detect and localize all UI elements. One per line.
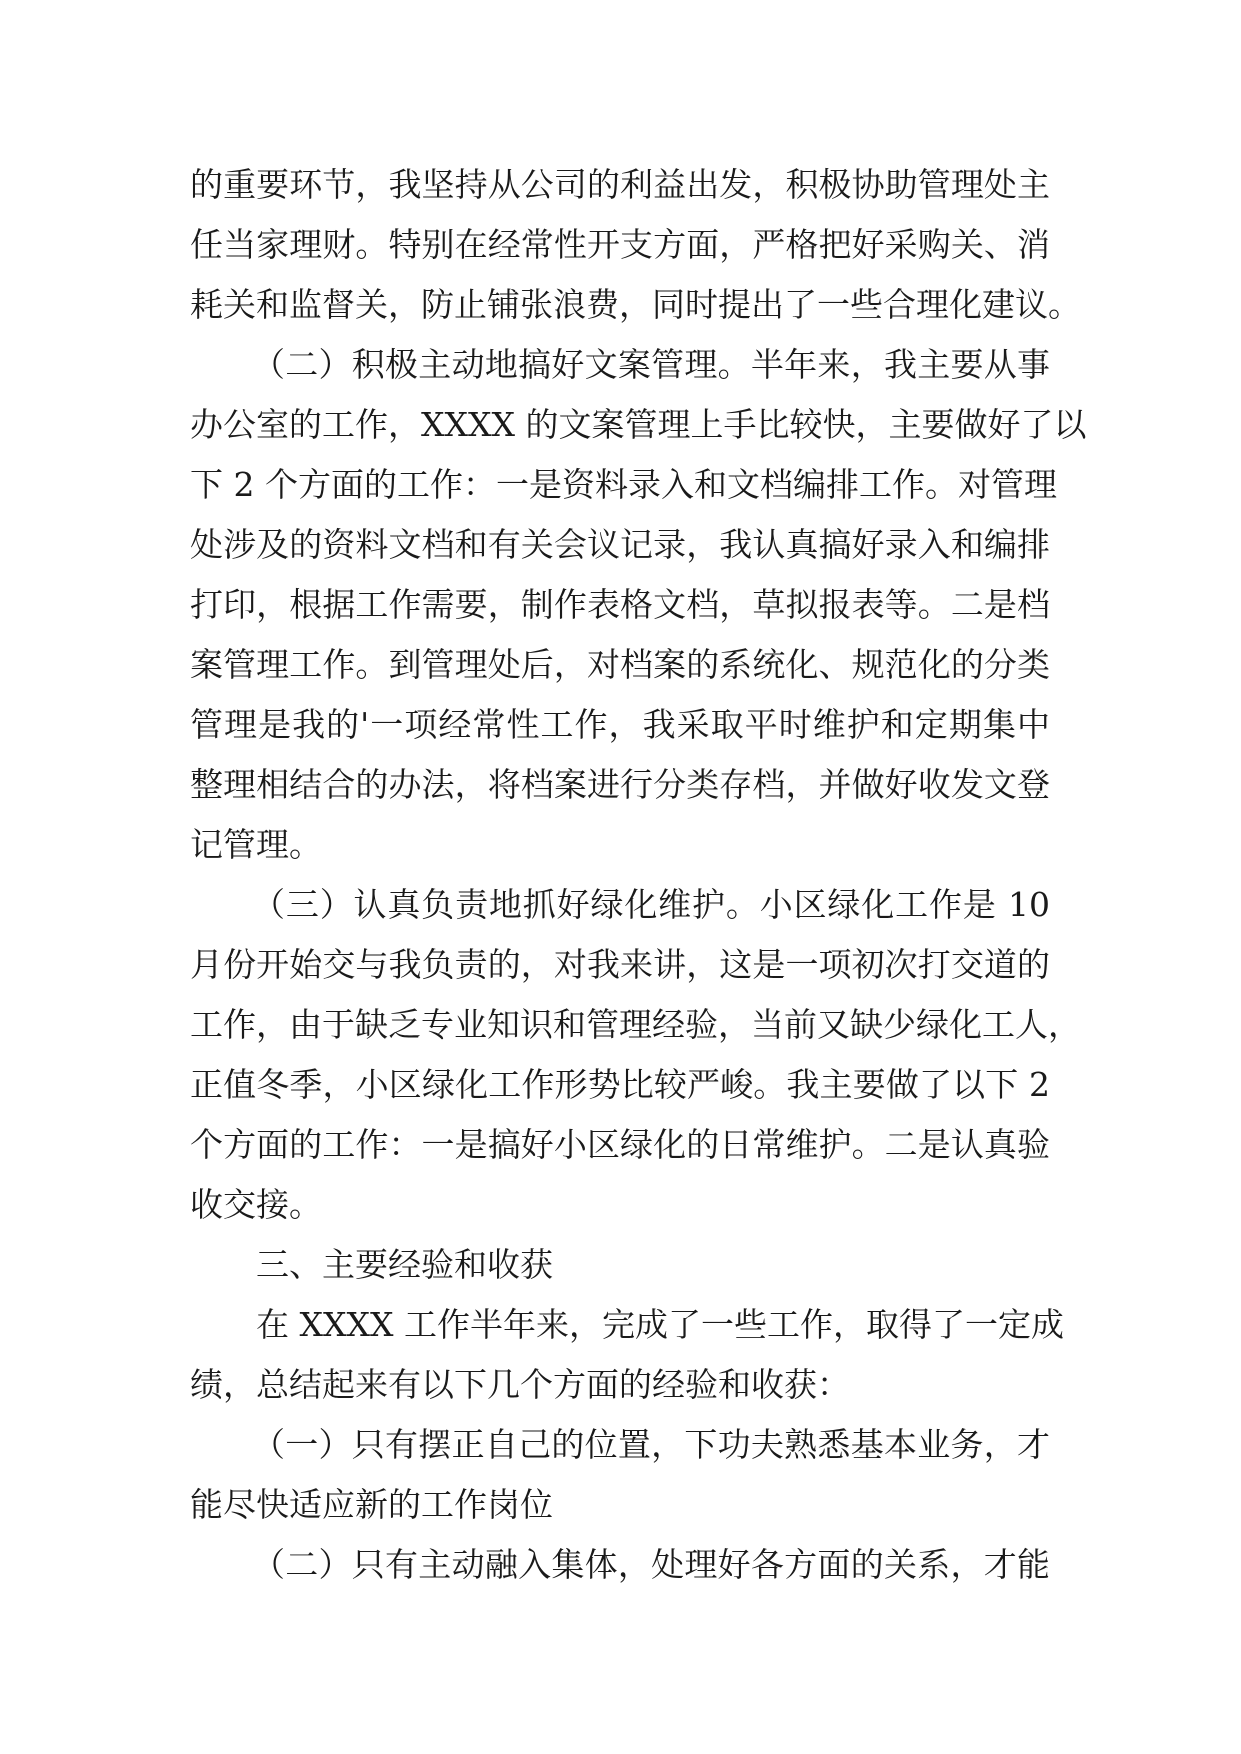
section-heading: （三）认真负责地抓好绿化维护。小区绿化工作是 10 (252, 885, 1050, 924)
text-line: 收交接。 (190, 1185, 322, 1224)
text-line: 打印，根据工作需要，制作表格文档，草拟报表等。二是档 (190, 585, 1050, 624)
text-line: 正值冬季，小区绿化工作形势比较严峻。我主要做了以下 2 (190, 1065, 1050, 1104)
text-line: 在 XXXX 工作半年来，完成了一些工作，取得了一定成 (256, 1305, 1064, 1344)
text-line: 办公室的工作，XXXX 的文案管理上手比较快，主要做好了以 (190, 405, 1087, 444)
text-line: 案管理工作。到管理处后，对档案的系统化、规范化的分类 (190, 645, 1050, 684)
text-line: 下 2 个方面的工作：一是资料录入和文档编排工作。对管理 (190, 465, 1057, 504)
section-heading: （二）只有主动融入集体，处理好各方面的关系，才能 (252, 1545, 1050, 1584)
text-line: 绩，总结起来有以下几个方面的经验和收获： (190, 1365, 850, 1404)
text-line: 月份开始交与我负责的，对我来讲，这是一项初次打交道的 (190, 945, 1050, 984)
text-line: 能尽快适应新的工作岗位 (190, 1485, 553, 1524)
text-line: 整理相结合的办法，将档案进行分类存档，并做好收发文登 (190, 765, 1050, 804)
text-line: 记管理。 (190, 825, 322, 864)
text-line: 工作，由于缺乏专业知识和管理经验，当前又缺少绿化工人， (190, 1005, 1081, 1044)
text-line: 处涉及的资料文档和有关会议记录，我认真搞好录入和编排 (190, 525, 1050, 564)
text-line: 耗关和监督关，防止铺张浪费，同时提出了一些合理化建议。 (190, 285, 1081, 324)
text-line: 管理是我的'一项经常性工作，我采取平时维护和定期集中 (190, 705, 1050, 744)
text-line: 任当家理财。特别在经常性开支方面，严格把好采购关、消 (190, 225, 1050, 264)
section-heading: （一）只有摆正自己的位置，下功夫熟悉基本业务，才 (252, 1425, 1050, 1464)
text-line: 的重要环节，我坚持从公司的利益出发，积极协助管理处主 (190, 165, 1050, 204)
section-heading: （二）积极主动地搞好文案管理。半年来，我主要从事 (252, 345, 1050, 384)
section-heading: 三、主要经验和收获 (256, 1245, 553, 1284)
text-line: 个方面的工作：一是搞好小区绿化的日常维护。二是认真验 (190, 1125, 1050, 1164)
